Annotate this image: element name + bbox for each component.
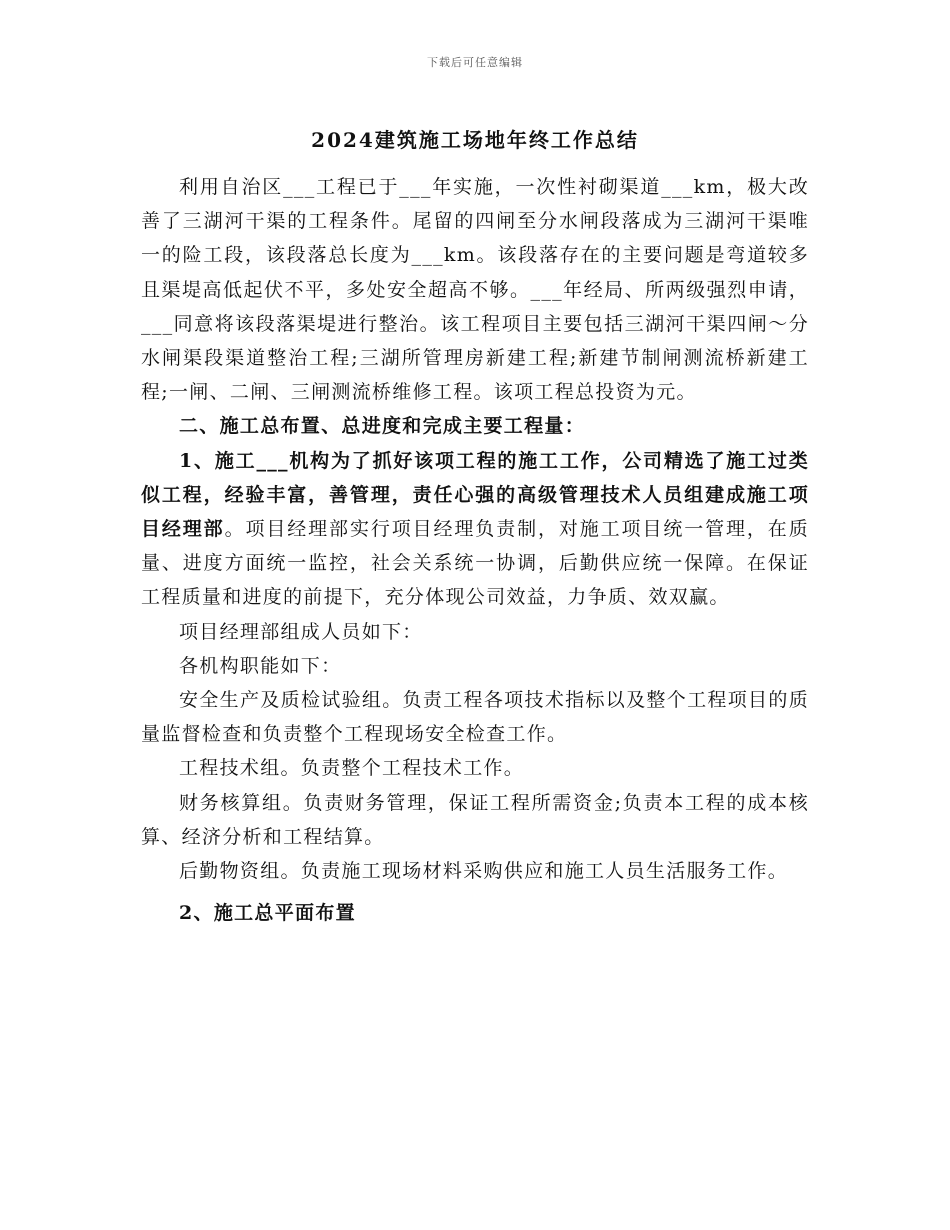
document-body [141,170,809,930]
paragraph-intro: 利用自治区___工程已于___年实施，一次性衬砌渠道___km，极大改善了三湖河干渠的工程条件。尾留的四闸至分水闸段落成为三湖河干渠唯一的险工段，该段落总长度为___km。该段落存在的主要问题是弯道较多且渠堤高低起伏不平，多处安全超高不够。___年经局、所两级强烈申请，___同意将该段落渠堤进行整治。该工程项目主要包括三湖河干渠四闸～分水闸渠段渠道整治工程;三湖所管理房新建工程;新建节制闸测流桥新建工程;一闸、二闸、三闸测流桥维修工程。该项工程总投资为元。 [141,176,809,404]
paragraph-logistics-group: 后勤物资组。负责施工现场材料采购供应和施工人员生活服务工作。 [179,860,789,883]
header-note: 下载后可任意编辑 [427,56,523,69]
paragraph-finance-group: 财务核算组。负责财务管理，保证工程所需资金;负责本工程的成本核算、经济分析和工程结算。 [141,791,809,848]
paragraph-tech-group: 工程技术组。负责整个工程技术工作。 [179,757,525,780]
paragraph-normal-continuation: 。项目经理部实行项目经理负责制，对施工项目统一管理，在质量、进度方面统一监控，社会关系统一协调，后勤供应统一保障。在保证工程质量和进度的前提下，充分体现公司效益，力争质、效双赢。 [141,518,809,609]
paragraph-bold-lead: 1、施工___机构为了抓好该项工程的施工工作，公司精选了施工过类似工程，经验丰富，善管理，责任心强的高级管理技术人员组建成施工项目经理部 [141,449,809,541]
paragraph-functions-intro: 各机构职能如下： [179,654,342,677]
section-heading-2: 二、施工总布置、总进度和完成主要工程量： [179,415,586,438]
paragraph-staff-list-intro: 项目经理部组成人员如下： [179,620,423,643]
section-heading-layout: 2、施工总平面布置 [179,902,356,925]
paragraph-project-department [141,444,809,615]
document-title: 2024建筑施工场地年终工作总结 [311,128,639,152]
paragraph-safety-group: 安全生产及质检试验组。负责工程各项技术指标以及整个工程项目的质量监督检查和负责整个工程现场安全检查工作。 [141,689,809,746]
